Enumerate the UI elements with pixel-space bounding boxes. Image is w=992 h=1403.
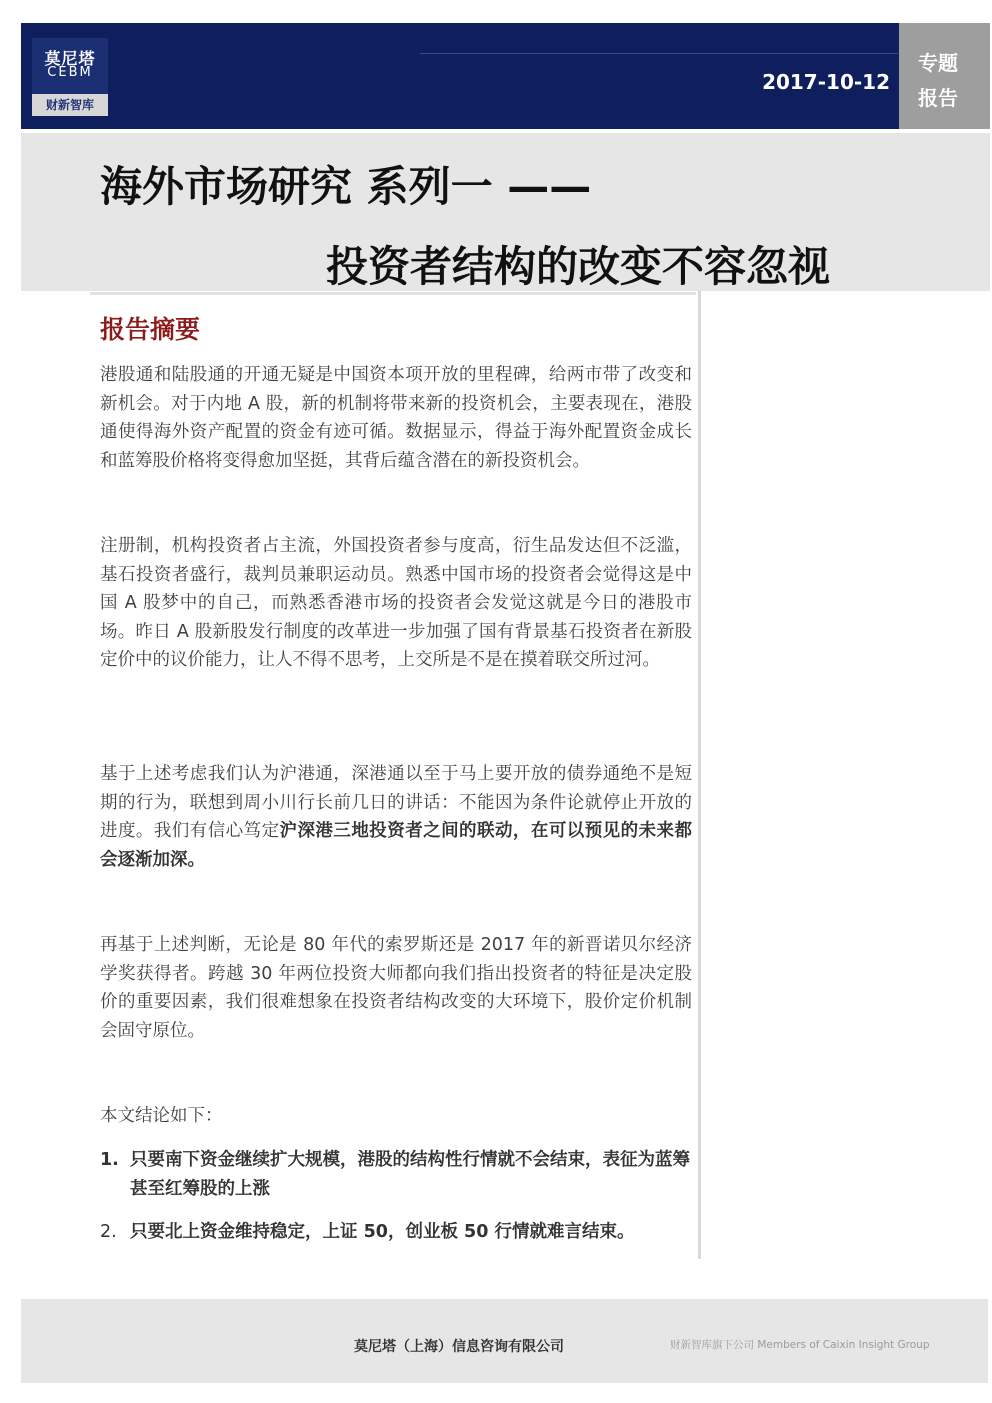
footer-company-name: 莫尼塔（上海）信息咨询有限公司 <box>354 1339 564 1355</box>
badge-line-2: 报告 <box>918 86 958 110</box>
conclusion-item <box>100 1218 692 1247</box>
conclusion-text: 只要南下资金继续扩大规模，港股的结构性行情就不会结束，表征为蓝筹甚至红筹股的上涨 <box>130 1150 690 1199</box>
summary-paragraph-4: 再基于上述判断，无论是 80 年代的索罗斯还是 2017 年的新晋诺贝尔经济学奖获得者。跨越 30 年两位投资大师都向我们指出投资者的特征是决定股价的重要因素，我们很难想象在投资者结构改变的大环境下，股价定价机制会固守原位。 <box>100 935 692 1041</box>
summary-paragraph-3 <box>100 760 692 874</box>
summary-paragraph-1: 港股通和陆股通的开通无疑是中国资本项开放的里程碑，给两市带了改变和新机会。对于内地 A 股，新的机制将带来新的投资机会，主要表现在，港股通使得海外资产配置的资金有迹可循。数据显示，得益于海外配置资金成长和蓝筹股价格将变得愈加坚挺，其背后蕴含潜在的新投资机会。 <box>100 365 692 471</box>
logo-text-en: CEBM <box>47 65 93 80</box>
summary-paragraph-3-text: 基于上述考虑我们认为沪港通，深港通以至于马上要开放的债券通绝不是短期的行为，联想到周小川行长前几日的讲话：不能因为条件论就停止开放的进度。我们有信心笃定 <box>100 764 692 841</box>
report-date: 2017-10-12 <box>762 70 890 94</box>
conclusion-text: 只要北上资金维持稳定，上证 50，创业板 50 行情就难言结束。 <box>130 1222 635 1242</box>
conclusion-intro: 本文结论如下： <box>100 1106 223 1126</box>
report-title-line-2: 投资者结构的改变不容忽视 <box>326 242 831 291</box>
conclusion-number: 2. <box>100 1222 117 1242</box>
summary-paragraph-3-emphasis: 沪深港三地投资者之间的联动，在可以预见的未来都会逐渐加深。 <box>100 821 692 870</box>
logo <box>32 38 108 116</box>
logo-text-cn: 莫尼塔 <box>44 49 96 68</box>
logo-subtitle: 财新智库 <box>32 94 108 116</box>
conclusion-number: 1. <box>100 1150 119 1170</box>
summary-paragraph-2: 注册制，机构投资者占主流，外国投资者参与度高，衍生品发达但不泛滥，基石投资者盛行，裁判员兼职运动员。熟悉中国市场的投资者会觉得这是中国 A 股梦中的自己，而熟悉香港市场的投资者会发觉这就是今日的港股市场。昨日 A 股新股发行制度的改革进一步加强了国有背景基石投资者在新股定价中的议价能力，让人不得不思考，上交所是不是在摸着联交所过河。 <box>100 536 692 670</box>
report-title-line-1: 海外市场研究 系列一 —— <box>100 162 592 211</box>
footer-group-note: 财新智库旗下公司 Members of Caixin Insight Group <box>670 1339 930 1351</box>
section-heading: 报告摘要 <box>100 315 201 344</box>
badge-line-1: 专题 <box>918 51 958 75</box>
side-panel <box>698 291 992 1259</box>
conclusion-item <box>100 1146 692 1204</box>
content-top-rule <box>90 292 696 295</box>
header-divider <box>420 53 898 54</box>
report-type-badge <box>899 23 990 129</box>
